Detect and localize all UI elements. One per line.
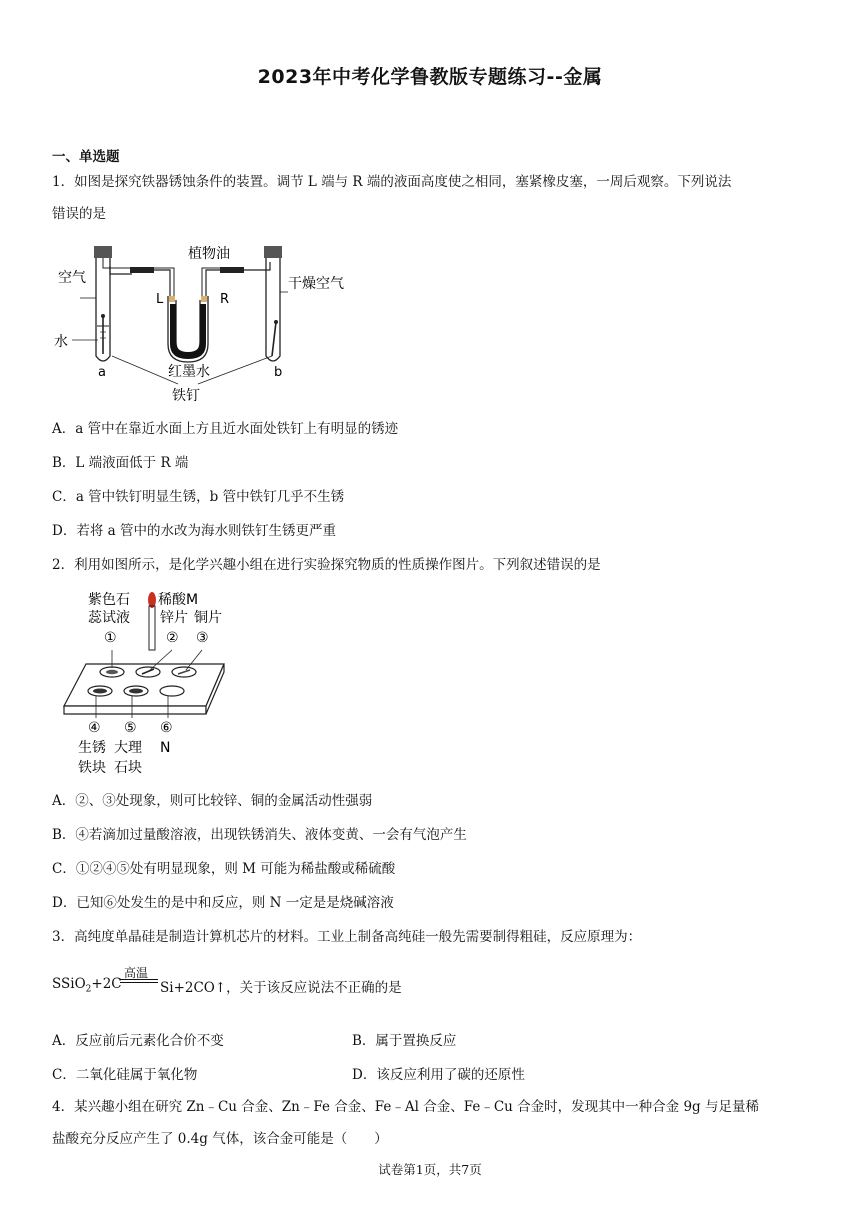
label-zinc: 锌片 <box>160 610 188 626</box>
label-L: L <box>156 292 164 307</box>
label-num-2: ② <box>166 630 179 646</box>
label-red-ink: 红墨水 <box>168 364 210 380</box>
q4-stem-line1: 4．某兴趣小组在研究 Zn﹣Cu 合金、Zn﹣Fe 合金、Fe﹣Al 合金、Fe﹣Cu 合金时，发现其中一种合金 9g 与足量稀 <box>52 1099 759 1115</box>
q1-option-a: A．a 管中在靠近水面上方且近水面处铁钉上有明显的锈迹 <box>52 421 399 437</box>
label-num-4: ④ <box>88 720 101 736</box>
eq-equals-bar-lower <box>120 982 158 983</box>
label-copper: 铜片 <box>194 610 222 626</box>
red-ink-liquid <box>170 304 206 359</box>
eq-equals-bar <box>120 979 158 980</box>
label-acid-m: 稀酸M <box>158 592 199 608</box>
rubber-stopper-left <box>94 246 112 258</box>
label-litmus-line1: 紫色石 <box>88 592 130 608</box>
q2-stem: 2．利用如图所示，是化学兴趣小组在进行实验探究物质的性质操作图片。下列叙述错误的是 <box>52 557 601 573</box>
q4-stem-line2: 盐酸充分反应产生了 0.4g 气体，该合金可能是（ ） <box>52 1131 388 1147</box>
page-title: 2023年中考化学鲁教版专题练习--金属 <box>257 66 603 88</box>
iron-nail-b <box>272 322 276 356</box>
label-marble-line2: 石块 <box>114 760 142 776</box>
label-water: 水 <box>54 334 68 350</box>
label-num-5: ⑤ <box>124 720 137 736</box>
label-oil: 植物油 <box>188 246 230 262</box>
q3-equation <box>52 960 652 1004</box>
label-num-1: ① <box>104 630 117 646</box>
eq-subscript: 2 <box>85 984 92 995</box>
label-n: N <box>160 740 171 756</box>
q1-apparatus-figure <box>52 238 352 414</box>
q1-stem-line1: 1．如图是探究铁器锈蚀条件的装置。调节 L 端与 R 端的液面高度使之相同，塞紧橡皮塞，一周后观察。下列说法 <box>52 174 732 190</box>
q1-stem-line2: 错误的是 <box>52 206 106 222</box>
page-footer: 试卷第1页，共7页 <box>378 1162 482 1177</box>
q2-option-a: A．②、③处现象，则可比较锌、铜的金属活动性强弱 <box>52 793 373 809</box>
eq-condition: 高温 <box>124 966 149 980</box>
label-air: 空气 <box>58 270 86 286</box>
label-marble-line1: 大理 <box>114 740 142 756</box>
label-rust-line2: 铁块 <box>78 760 106 776</box>
q3-stem: 3．高纯度单晶硅是制造计算机芯片的材料。工业上制备高纯硅一般先需要制得粗硅，反应原理为： <box>52 929 642 945</box>
q3-option-b: B．属于置换反应 <box>352 1033 457 1049</box>
q1-option-b: B．L 端液面低于 R 端 <box>52 455 189 471</box>
q2-spot-plate-figure <box>56 590 256 784</box>
q2-option-c: C．①②④⑤处有明显现象，则 M 可能为稀盐酸或稀硫酸 <box>52 861 396 877</box>
label-rust-line1: 生锈 <box>78 740 106 756</box>
label-a: a <box>98 365 106 380</box>
q2-option-d: D．已知⑥处发生的是中和反应，则 N 一定是是烧碱溶液 <box>52 895 394 911</box>
q1-option-d: D．若将 a 管中的水改为海水则铁钉生锈更严重 <box>52 523 336 539</box>
eq-rhs: Si+2CO↑，关于该反应说法不正确的是 <box>160 980 402 996</box>
section-heading: 一、单选题 <box>52 149 120 165</box>
label-R: R <box>220 292 230 307</box>
eq-prefix: SSiO <box>52 976 86 992</box>
q3-option-a: A．反应前后元素化合价不变 <box>52 1033 224 1049</box>
label-iron-nail: 铁钉 <box>172 388 200 404</box>
q3-option-c: C．二氧化硅属于氧化物 <box>52 1067 198 1083</box>
dropper-tube <box>149 606 155 650</box>
q1-option-c: C．a 管中铁钉明显生锈，b 管中铁钉几乎不生锈 <box>52 489 345 505</box>
label-b: b <box>274 365 283 380</box>
eq-plus: +2C <box>91 976 122 992</box>
label-num-3: ③ <box>196 630 209 646</box>
label-litmus-line2: 蕊试液 <box>88 610 130 626</box>
rubber-stopper-right <box>264 246 282 258</box>
q2-option-b: B．④若滴加过量酸溶液，出现铁锈消失、液体变黄、一会有气泡产生 <box>52 827 467 843</box>
q3-option-d: D．该反应利用了碳的还原性 <box>352 1067 525 1083</box>
label-num-6: ⑥ <box>160 720 173 736</box>
label-dry-air: 干燥空气 <box>288 276 344 292</box>
